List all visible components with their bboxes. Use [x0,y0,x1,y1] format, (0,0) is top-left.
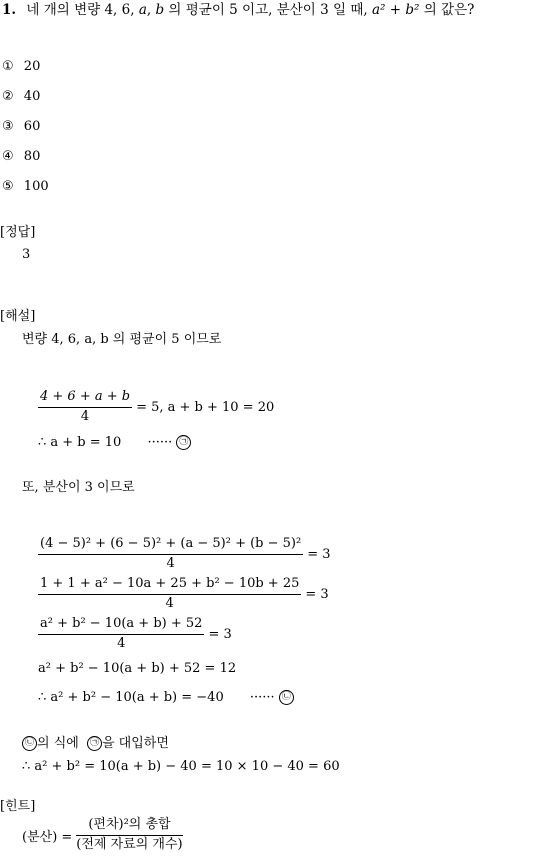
choice-value: 40 [23,89,41,104]
fraction-denominator: 4 [165,595,174,611]
solution-eq1 [38,390,274,425]
answer-value: 3 [22,247,31,262]
subst-text-2: 을 대입하면 [101,736,169,751]
circled-mark-1 [87,736,102,751]
problem-text-mid: 의 평균이 5 이고, 분산이 3 일 때, [164,2,372,18]
variance-eq2 [38,577,329,612]
substitution-text [22,736,169,751]
choice-value: 100 [23,179,49,194]
eq-rhs: = 3 [307,546,331,562]
variance-intro: 또, 분산이 3 이므로 [22,480,135,495]
choice-mark: ③ [2,119,14,134]
choice-value: 80 [23,149,41,164]
choice-value: 20 [23,59,41,74]
circled-mark-1-text: ㉠ [179,437,189,447]
choice-5[interactable] [2,180,49,193]
circled-mark-2 [279,690,294,705]
problem-expr: a² + b² [371,2,420,18]
problem-var-a: a [138,2,147,18]
choice-mark: ① [2,59,14,74]
fraction-denominator: 4 [117,635,126,651]
choice-mark: ⑤ [2,179,14,194]
answer-label: [정답] [0,225,36,240]
choice-mark: ② [2,89,14,104]
choice-1[interactable] [2,60,40,73]
fraction-denominator: (전제 자료의 개수) [76,836,183,852]
fraction [76,818,182,853]
fraction-numerator: 1 + 1 + a² − 10a + 25 + b² − 10b + 25 [38,577,301,595]
variance-eq4: a² + b² − 10(a + b) + 52 = 12 [38,661,237,676]
circled-mark-1 [176,435,191,450]
eq2-text: ∴ a + b = 10 [38,435,122,450]
problem-text-end: 의 값은? [419,2,475,18]
hint-lhs: (분산) = [22,829,73,845]
fraction [38,577,301,612]
circled-mark-2-text: ㉡ [281,692,291,702]
variance-eq5 [38,690,294,705]
choice-3[interactable] [2,120,40,133]
fraction-numerator: (4 − 5)² + (6 − 5)² + (a − 5)² + (b − 5)² [38,537,303,555]
final-result: ∴ a² + b² = 10(a + b) − 40 = 10 × 10 − 40 = 60 [22,759,340,774]
fraction-denominator: 4 [166,555,175,571]
fraction [38,537,303,572]
fraction [38,617,204,652]
choice-2[interactable] [2,90,40,103]
fraction-numerator: 4 + 6 + a + b [38,390,132,408]
fraction-numerator: a² + b² − 10(a + b) + 52 [38,617,204,635]
circled-mark-1-text: ㉠ [89,738,99,748]
eq1-rest: = 5, a + b + 10 = 20 [136,399,275,415]
choice-4[interactable] [2,150,40,163]
fraction [38,390,132,425]
choice-mark: ④ [2,149,14,164]
problem-number: 1. [2,2,17,18]
eq-rhs: = 3 [208,626,232,642]
circled-mark-2 [22,736,37,751]
choice-value: 60 [23,119,41,134]
hint-formula [22,818,183,853]
subst-text-1: 의 식에 [37,736,79,751]
solution-label: [해설] [0,309,36,324]
problem-text-before: 네 개의 변량 4, 6, [26,2,139,18]
fraction-denominator: 4 [80,408,90,424]
hint-label: [힌트] [0,799,36,814]
problem-var-b: b [155,2,165,18]
problem-statement [2,4,474,18]
variance-eq1 [38,537,331,572]
solution-intro: 변량 4, 6, a, b 의 평균이 5 이므로 [22,332,222,347]
eq2-dots: ······ [147,435,173,450]
problem-comma: , [146,2,156,18]
variance-eq3 [38,617,232,652]
solution-eq2 [38,435,191,450]
fraction-numerator: (편차)²의 총합 [76,818,182,836]
eq-rhs: = 3 [305,586,329,602]
eq5-dots: ······ [249,690,275,705]
circled-mark-2-text: ㉡ [24,738,34,748]
eq5-text: ∴ a² + b² − 10(a + b) = −40 [38,690,224,705]
